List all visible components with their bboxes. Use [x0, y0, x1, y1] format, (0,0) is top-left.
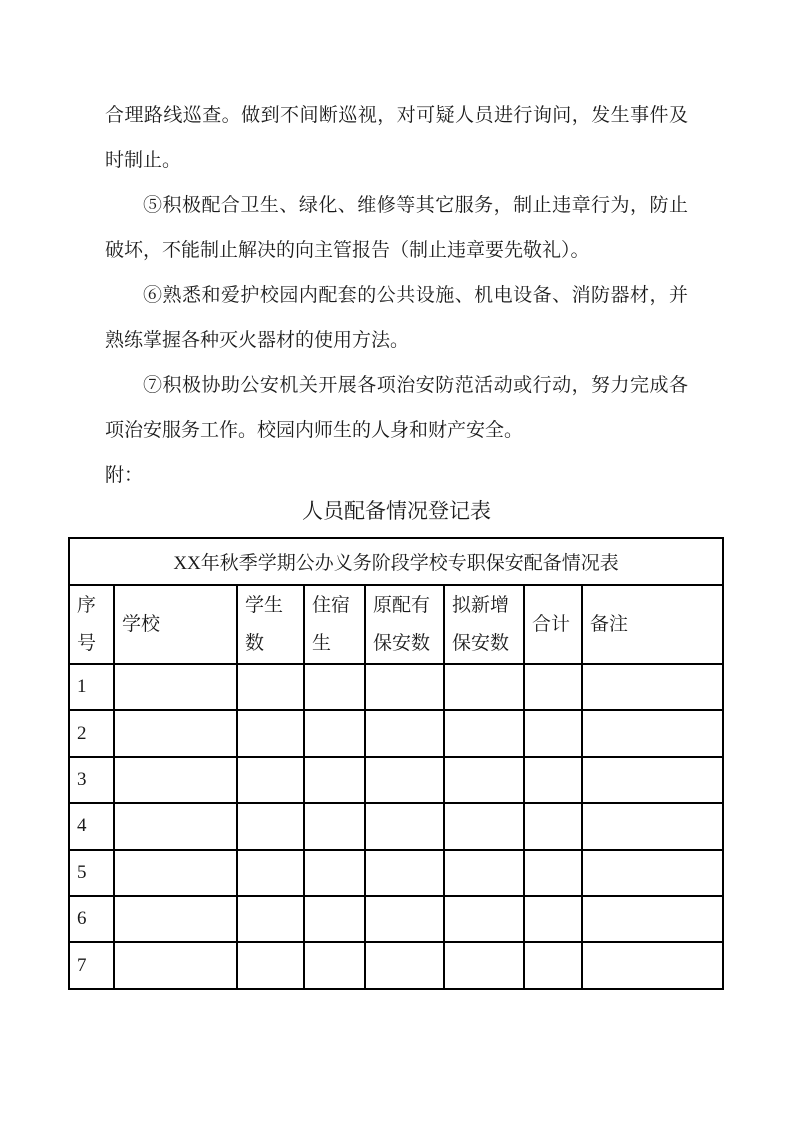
header-line: 住宿 — [312, 594, 351, 616]
empty-cell — [237, 850, 304, 896]
empty-cell — [237, 942, 304, 988]
empty-cell — [237, 803, 304, 849]
empty-cell — [365, 710, 444, 756]
body-line-2: ⑤积极配合卫生、绿化、维修等其它服务，制止违章行为，防止 — [143, 195, 688, 216]
row-number-cell: 7 — [69, 942, 114, 988]
empty-cell — [365, 896, 444, 942]
empty-cell — [237, 664, 304, 710]
empty-cell — [444, 757, 524, 803]
header-line: 号 — [77, 632, 97, 654]
header-line: 合计 — [532, 613, 571, 635]
empty-cell — [524, 757, 582, 803]
empty-cell — [365, 942, 444, 988]
empty-cell — [582, 803, 723, 849]
header-cell-school — [114, 585, 237, 664]
header-line: 数 — [245, 632, 265, 654]
empty-cell — [365, 850, 444, 896]
empty-cell — [524, 803, 582, 849]
row-number-cell: 3 — [69, 757, 114, 803]
table-row — [69, 896, 723, 942]
body-line-7: 项治安服务工作。校园内师生的人身和财产安全。 — [105, 420, 524, 441]
staffing-table — [68, 537, 724, 990]
header-line: 原配有 — [373, 594, 431, 616]
body-line-4: ⑥熟悉和爱护校园内配套的公共设施、机电设备、消防器材，并 — [143, 285, 688, 306]
header-cell-remarks — [582, 585, 723, 664]
empty-cell — [444, 803, 524, 849]
empty-cell — [524, 896, 582, 942]
row-number-cell: 2 — [69, 710, 114, 756]
empty-cell — [304, 850, 365, 896]
empty-cell — [114, 850, 237, 896]
empty-cell — [304, 942, 365, 988]
table-row — [69, 850, 723, 896]
header-line: 保安数 — [452, 632, 510, 654]
header-cell-existing-guards — [365, 585, 444, 664]
empty-cell — [237, 896, 304, 942]
empty-cell — [444, 896, 524, 942]
empty-cell — [304, 710, 365, 756]
header-cell-total — [524, 585, 582, 664]
row-number-cell: 4 — [69, 803, 114, 849]
empty-cell — [237, 757, 304, 803]
header-line: 序 — [77, 594, 97, 616]
table-caption-row — [69, 538, 723, 585]
row-number-cell: 5 — [69, 850, 114, 896]
empty-cell — [114, 803, 237, 849]
table-caption-cell: XX年秋季学期公办义务阶段学校专职保安配备情况表 — [69, 538, 723, 585]
header-cell-proposed-guards — [444, 585, 524, 664]
table-row — [69, 942, 723, 988]
header-line: 学生 — [245, 594, 284, 616]
empty-cell — [114, 942, 237, 988]
body-line-3: 破坏，不能制止解决的向主管报告（制止违章要先敬礼）。 — [105, 240, 590, 261]
empty-cell — [444, 664, 524, 710]
empty-cell — [365, 664, 444, 710]
empty-cell — [114, 664, 237, 710]
row-number-cell: 6 — [69, 896, 114, 942]
empty-cell — [237, 710, 304, 756]
body-line-5: 熟练掌握各种灭火器材的使用方法。 — [105, 330, 410, 351]
empty-cell — [444, 710, 524, 756]
body-line-1: 时制止。 — [105, 150, 182, 171]
table-row — [69, 710, 723, 756]
header-line: 保安数 — [373, 632, 431, 654]
header-line: 备注 — [590, 613, 629, 635]
attachment-label: 附： — [105, 465, 144, 486]
empty-cell — [114, 710, 237, 756]
empty-cell — [582, 757, 723, 803]
header-cell-boarders — [304, 585, 365, 664]
empty-cell — [304, 803, 365, 849]
attachment-table-title: 人员配备情况登记表 — [302, 499, 491, 523]
body-line-0: 合理路线巡查。做到不间断巡视，对可疑人员进行询问，发生事件及 — [105, 105, 688, 126]
empty-cell — [524, 664, 582, 710]
empty-cell — [582, 850, 723, 896]
table-header-row — [69, 585, 723, 664]
header-line: 拟新增 — [452, 594, 510, 616]
body-text-block — [105, 93, 688, 498]
empty-cell — [524, 942, 582, 988]
table-row — [69, 803, 723, 849]
empty-cell — [304, 664, 365, 710]
empty-cell — [444, 942, 524, 988]
header-cell-student-count — [237, 585, 304, 664]
header-line: 生 — [312, 632, 332, 654]
table-row — [69, 757, 723, 803]
empty-cell — [524, 710, 582, 756]
empty-cell — [114, 896, 237, 942]
empty-cell — [582, 664, 723, 710]
header-line: 学校 — [122, 613, 161, 635]
empty-cell — [524, 850, 582, 896]
empty-cell — [582, 942, 723, 988]
empty-cell — [304, 757, 365, 803]
body-line-6: ⑦积极协助公安机关开展各项治安防范活动或行动，努力完成各 — [143, 375, 688, 396]
empty-cell — [304, 896, 365, 942]
empty-cell — [444, 850, 524, 896]
empty-cell — [365, 803, 444, 849]
empty-cell — [365, 757, 444, 803]
empty-cell — [114, 757, 237, 803]
header-cell-serial — [69, 585, 114, 664]
row-number-cell: 1 — [69, 664, 114, 710]
empty-cell — [582, 710, 723, 756]
table-row — [69, 664, 723, 710]
empty-cell — [582, 896, 723, 942]
